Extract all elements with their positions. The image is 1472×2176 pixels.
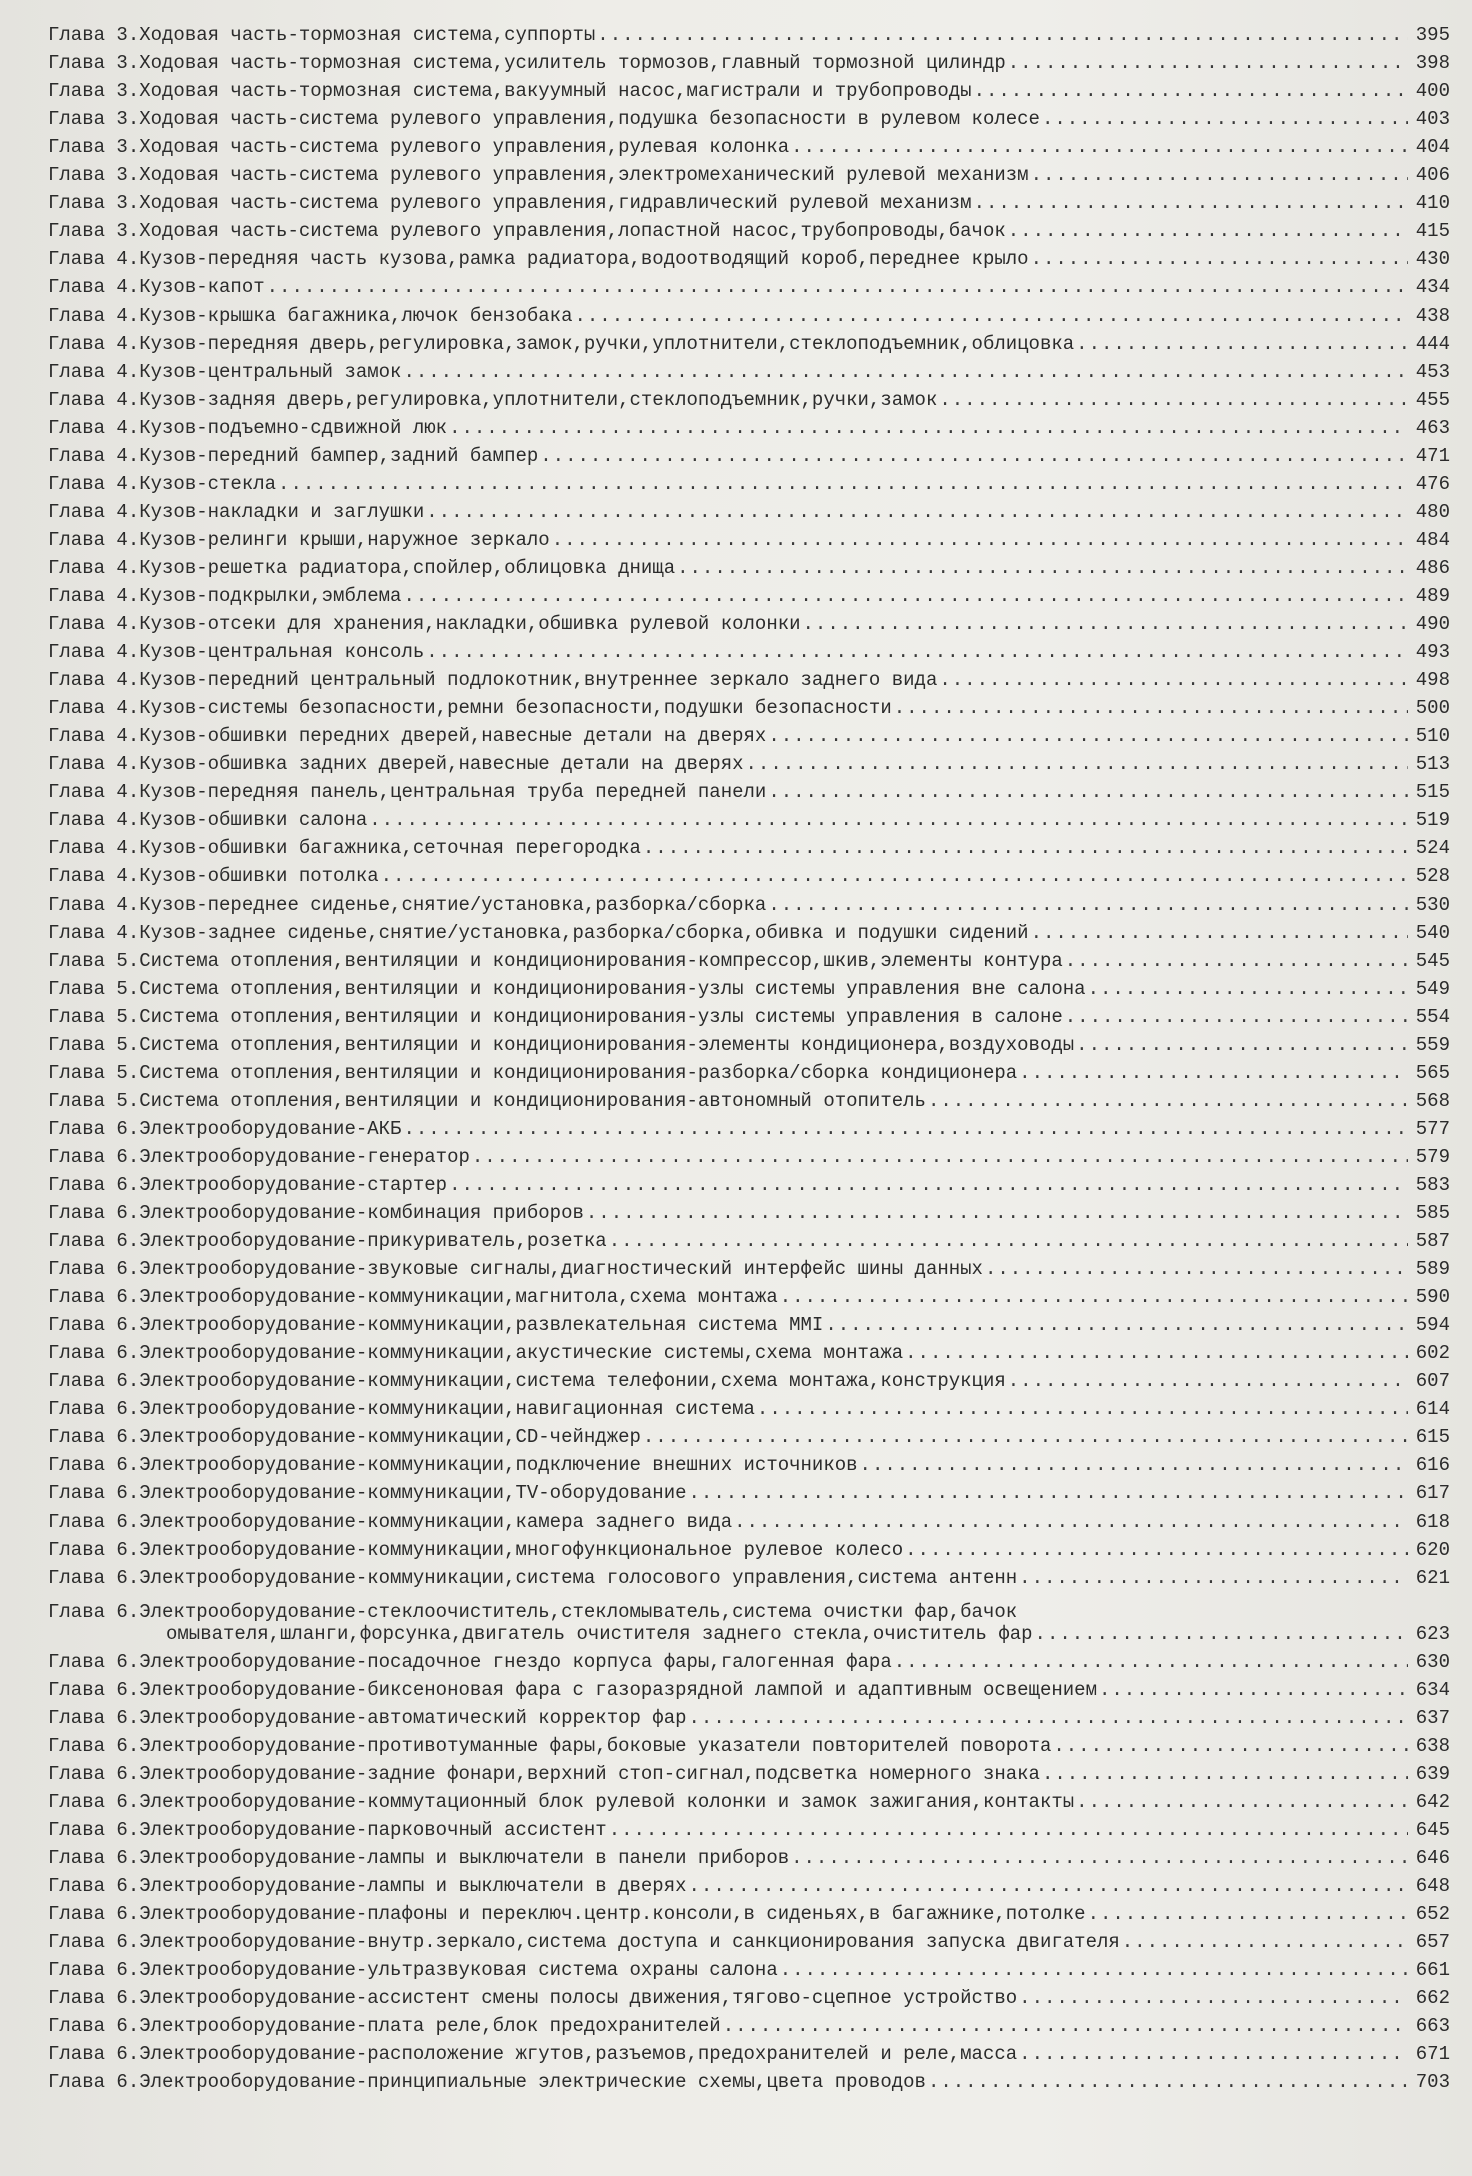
toc-entry-title: Глава 4.Кузов-обшивки салона bbox=[48, 809, 368, 832]
toc-page-number: 583 bbox=[1415, 1173, 1450, 1196]
dot-leader bbox=[538, 445, 1408, 467]
toc-entry-title: Глава 6.Электрооборудование-стартер bbox=[48, 1173, 448, 1196]
toc-entry-title: Глава 4.Кузов-передний центральный подлокотник,внутреннее зеркало заднего вида bbox=[48, 669, 938, 692]
dot-leader bbox=[367, 809, 1408, 831]
toc-page-number: 471 bbox=[1415, 444, 1450, 467]
toc-entry bbox=[48, 74, 1450, 102]
toc-page-number: 618 bbox=[1415, 1510, 1450, 1533]
toc-entry bbox=[48, 1196, 1450, 1224]
toc-entry-title: Глава 5.Система отопления,вентиляции и кондиционирования-элементы кондиционера,воздуховоды bbox=[48, 1033, 1075, 1056]
dot-leader bbox=[1051, 1735, 1408, 1757]
toc-entry bbox=[48, 831, 1450, 859]
toc-page-number: 410 bbox=[1415, 192, 1450, 215]
toc-entry-title: Глава 5.Система отопления,вентиляции и кондиционирования-узлы системы управления вне салона bbox=[48, 977, 1086, 1000]
toc-entry-title: Глава 6.Электрооборудование-задние фонари,верхний стоп-сигнал,подсветка номерного знака bbox=[48, 1762, 1040, 1785]
toc-entry-title: Глава 6.Электрооборудование-прикуриватель,розетка bbox=[48, 1230, 607, 1253]
toc-entry bbox=[48, 1645, 1450, 1673]
toc-entry-title bbox=[48, 1601, 1033, 1645]
dot-leader bbox=[926, 2071, 1408, 2093]
dot-leader bbox=[401, 1118, 1408, 1140]
toc-entry bbox=[48, 1112, 1450, 1140]
toc-page-number: 513 bbox=[1415, 753, 1450, 776]
toc-entry-title: Глава 4.Кузов-центральный замок bbox=[48, 360, 402, 383]
toc-page-number: 480 bbox=[1415, 500, 1450, 523]
dot-leader bbox=[1033, 1623, 1408, 1645]
toc-entry bbox=[48, 411, 1450, 439]
toc-entry-title: Глава 4.Кузов-обшивки передних дверей,навесные детали на дверях bbox=[48, 725, 767, 748]
toc-entry bbox=[48, 775, 1450, 803]
toc-entry bbox=[48, 916, 1450, 944]
toc-entry bbox=[48, 1392, 1450, 1420]
toc-page-number: 617 bbox=[1415, 1482, 1450, 1505]
toc-entry bbox=[48, 1757, 1450, 1785]
toc-entry bbox=[48, 1953, 1450, 1981]
toc-page-number: 489 bbox=[1415, 584, 1450, 607]
toc-entry-title: Глава 4.Кузов-обшивка задних дверей,навесные детали на дверях bbox=[48, 753, 744, 776]
toc-entry-title: Глава 6.Электрооборудование-коммуникации,акустические системы,схема монтажа bbox=[48, 1342, 904, 1365]
toc-entry bbox=[48, 1168, 1450, 1196]
toc-page-number: 463 bbox=[1415, 416, 1450, 439]
toc-entry bbox=[48, 1084, 1450, 1112]
table-of-contents bbox=[48, 18, 1450, 2093]
dot-leader bbox=[379, 865, 1408, 887]
toc-entry bbox=[48, 214, 1450, 242]
toc-entry-title: Глава 3.Ходовая часть-система рулевого управления,лопастной насос,трубопроводы,бачок bbox=[48, 220, 1006, 243]
toc-entry bbox=[48, 859, 1450, 887]
toc-entry bbox=[48, 1224, 1450, 1252]
toc-entry-title: Глава 4.Кузов-передняя панель,центральная труба передней панели bbox=[48, 781, 767, 804]
toc-entry bbox=[48, 1504, 1450, 1532]
toc-entry-title: Глава 6.Электрооборудование-коммуникации,система голосового управления,система антенн bbox=[48, 1566, 1018, 1589]
toc-page-number: 646 bbox=[1415, 1847, 1450, 1869]
toc-entry-title: Глава 4.Кузов-подкрылки,эмблема bbox=[48, 584, 402, 607]
toc-entry-title: Глава 4.Кузов-передняя часть кузова,рамка радиатора,водоотводящий короб,переднее крыло bbox=[48, 248, 1029, 271]
toc-page-number: 579 bbox=[1415, 1145, 1450, 1168]
dot-leader bbox=[1074, 1791, 1408, 1813]
toc-entry bbox=[48, 1336, 1450, 1364]
toc-entry bbox=[48, 439, 1450, 467]
toc-entry bbox=[48, 944, 1450, 972]
toc-entry-title: Глава 6.Электрооборудование-автоматический корректор фар bbox=[48, 1706, 687, 1729]
dot-leader bbox=[858, 1454, 1408, 1476]
dot-leader bbox=[1017, 2043, 1408, 2065]
dot-leader bbox=[607, 1819, 1408, 1841]
toc-page-number: 652 bbox=[1415, 1903, 1450, 1926]
toc-entry-title: Глава 4.Кузов-капот bbox=[48, 276, 265, 299]
toc-page-number: 590 bbox=[1415, 1286, 1450, 1309]
toc-page-number: 510 bbox=[1415, 725, 1450, 748]
toc-entry-title: Глава 6.Электрооборудование-ультразвуковая система охраны салона bbox=[48, 1959, 778, 1982]
dot-leader bbox=[937, 389, 1408, 411]
toc-entry bbox=[48, 102, 1450, 130]
toc-entry-title: Глава 3.Ходовая часть-система рулевого управления,гидравлический рулевой механизм bbox=[48, 192, 972, 215]
toc-page-number: 642 bbox=[1415, 1790, 1450, 1813]
dot-leader bbox=[1017, 1987, 1408, 2009]
dot-leader bbox=[983, 1258, 1408, 1280]
dot-leader bbox=[721, 2015, 1408, 2037]
toc-entry bbox=[48, 2037, 1450, 2065]
toc-entry bbox=[48, 719, 1450, 747]
dot-leader bbox=[1029, 164, 1408, 186]
dot-leader bbox=[1086, 978, 1408, 1000]
dot-leader bbox=[1006, 52, 1408, 74]
toc-entry bbox=[48, 1028, 1450, 1056]
dot-leader bbox=[789, 1847, 1408, 1869]
dot-leader bbox=[1120, 1931, 1408, 1953]
toc-entry-title: Глава 3.Ходовая часть-тормозная система,усилитель тормозов,главный тормозной цилиндр bbox=[48, 52, 1006, 75]
dot-leader bbox=[1063, 1006, 1408, 1028]
dot-leader bbox=[550, 529, 1408, 551]
toc-page-number: 498 bbox=[1415, 669, 1450, 692]
dot-leader bbox=[755, 1398, 1408, 1420]
dot-leader bbox=[1074, 1034, 1408, 1056]
toc-page-number: 415 bbox=[1415, 220, 1450, 243]
dot-leader bbox=[424, 501, 1408, 523]
toc-page-number: 663 bbox=[1415, 2015, 1450, 2038]
toc-entry-title: Глава 4.Кузов-центральная консоль bbox=[48, 641, 425, 664]
toc-entry bbox=[48, 1869, 1450, 1897]
toc-entry-title: Глава 4.Кузов-обшивки потолка bbox=[48, 865, 379, 888]
toc-entry bbox=[48, 579, 1450, 607]
dot-leader bbox=[424, 641, 1408, 663]
toc-entry bbox=[48, 242, 1450, 270]
dot-leader bbox=[766, 894, 1408, 916]
toc-entry bbox=[48, 1673, 1450, 1701]
toc-page-number: 549 bbox=[1415, 977, 1450, 1000]
dot-leader bbox=[1017, 1062, 1408, 1084]
toc-page-number: 438 bbox=[1415, 304, 1450, 327]
toc-entry bbox=[48, 18, 1450, 46]
toc-page-number: 528 bbox=[1415, 865, 1450, 888]
dot-leader bbox=[470, 1146, 1408, 1168]
toc-page-number: 630 bbox=[1415, 1650, 1450, 1673]
toc-entry bbox=[48, 663, 1450, 691]
toc-page-number: 554 bbox=[1415, 1005, 1450, 1028]
toc-entry bbox=[48, 1981, 1450, 2009]
dot-leader bbox=[447, 417, 1408, 439]
toc-entry bbox=[48, 270, 1450, 298]
toc-entry bbox=[48, 523, 1450, 551]
toc-entry-title: Глава 4.Кузов-системы безопасности,ремни безопасности,подушки безопасности bbox=[48, 697, 892, 720]
toc-entry bbox=[48, 467, 1450, 495]
toc-entry-title: Глава 4.Кузов-подъемно-сдвижной люк bbox=[48, 416, 448, 439]
dot-leader bbox=[789, 136, 1408, 158]
dot-leader bbox=[687, 1707, 1408, 1729]
toc-page-number: 602 bbox=[1415, 1342, 1450, 1365]
toc-entry bbox=[48, 747, 1450, 775]
toc-entry bbox=[48, 327, 1450, 355]
toc-entry bbox=[48, 1476, 1450, 1504]
dot-leader bbox=[892, 1651, 1408, 1673]
toc-page-number: 486 bbox=[1415, 556, 1450, 579]
dot-leader bbox=[744, 753, 1408, 775]
toc-entry bbox=[48, 1785, 1450, 1813]
toc-entry-title: Глава 5.Система отопления,вентиляции и кондиционирования-разборка/сборка кондиционера bbox=[48, 1061, 1018, 1084]
toc-page-number: 638 bbox=[1415, 1734, 1450, 1757]
toc-page-number: 671 bbox=[1415, 2043, 1450, 2066]
dot-leader bbox=[1017, 1567, 1408, 1589]
dot-leader bbox=[687, 1482, 1408, 1504]
dot-leader bbox=[607, 1230, 1408, 1252]
toc-entry-title: Глава 6.Электрооборудование-коммуникации,камера заднего вида bbox=[48, 1510, 733, 1533]
toc-page-number: 594 bbox=[1415, 1314, 1450, 1337]
toc-page-number: 530 bbox=[1415, 893, 1450, 916]
toc-entry-title: Глава 6.Электрооборудование-коммуникации,подключение внешних источников bbox=[48, 1454, 858, 1477]
toc-entry bbox=[48, 2009, 1450, 2037]
toc-page-number: 519 bbox=[1415, 809, 1450, 832]
toc-page-number: 607 bbox=[1415, 1370, 1450, 1393]
toc-page-number: 621 bbox=[1415, 1566, 1450, 1589]
toc-entry bbox=[48, 972, 1450, 1000]
toc-page-number: 703 bbox=[1415, 2071, 1450, 2094]
dot-leader bbox=[892, 697, 1408, 719]
toc-page-number: 577 bbox=[1415, 1117, 1450, 1140]
dot-leader bbox=[675, 557, 1408, 579]
toc-page-number: 568 bbox=[1415, 1089, 1450, 1112]
toc-entry bbox=[48, 1280, 1450, 1308]
toc-entry-title: Глава 6.Электрооборудование-коммутационный блок рулевой колонки и замок зажигания,контакты bbox=[48, 1790, 1075, 1813]
toc-entry bbox=[48, 1701, 1450, 1729]
dot-leader bbox=[595, 24, 1408, 46]
toc-page-number: 616 bbox=[1415, 1454, 1450, 1477]
toc-entry-title: Глава 4.Кузов-стекла bbox=[48, 472, 277, 495]
dot-leader bbox=[401, 585, 1408, 607]
toc-page-number: 645 bbox=[1415, 1818, 1450, 1841]
toc-entry-title: Глава 4.Кузов-релинги крыши,наружное зеркало bbox=[48, 528, 550, 551]
dot-leader bbox=[766, 725, 1408, 747]
toc-page-number: 661 bbox=[1415, 1959, 1450, 1982]
toc-page-number: 585 bbox=[1415, 1202, 1450, 1225]
dot-leader bbox=[1029, 922, 1408, 944]
toc-page-number: 500 bbox=[1415, 697, 1450, 720]
dot-leader bbox=[1063, 950, 1408, 972]
toc-page-number: 403 bbox=[1415, 108, 1450, 131]
toc-entry-title: Глава 6.Электрооборудование-коммуникации,система телефонии,схема монтажа,конструкция bbox=[48, 1370, 1006, 1393]
toc-entry-title: Глава 6.Электрооборудование-коммуникации,навигационная система bbox=[48, 1398, 755, 1421]
toc-page-number: 484 bbox=[1415, 528, 1450, 551]
toc-entry bbox=[48, 355, 1450, 383]
toc-entry-title: Глава 6.Электрооборудование-ассистент смены полосы движения,тягово-сцепное устройство bbox=[48, 1987, 1018, 2010]
toc-entry bbox=[48, 691, 1450, 719]
toc-entry bbox=[48, 1448, 1450, 1476]
dot-leader bbox=[1006, 220, 1408, 242]
toc-entry bbox=[48, 383, 1450, 411]
dot-leader bbox=[732, 1511, 1408, 1533]
toc-page-number: 545 bbox=[1415, 949, 1450, 972]
toc-entry bbox=[48, 1841, 1450, 1869]
toc-entry-title: Глава 3.Ходовая часть-тормозная система,суппорты bbox=[48, 24, 596, 47]
toc-entry-title: Глава 6.Электрооборудование-плафоны и переключ.центр.консоли,в сиденьях,в багажнике,потолке bbox=[48, 1903, 1086, 1926]
toc-entry bbox=[48, 887, 1450, 915]
toc-entry-title: Глава 3.Ходовая часть-тормозная система,вакуумный насос,магистрали и трубопроводы bbox=[48, 80, 972, 103]
toc-page-number: 662 bbox=[1415, 1987, 1450, 2010]
dot-leader bbox=[823, 1314, 1408, 1336]
toc-entry bbox=[48, 1729, 1450, 1757]
toc-entry-title: Глава 6.Электрооборудование-противотуманные фары,боковые указатели повторителей поворота bbox=[48, 1734, 1052, 1757]
toc-page-number: 455 bbox=[1415, 388, 1450, 411]
dot-leader bbox=[778, 1286, 1408, 1308]
toc-page-number: 400 bbox=[1415, 80, 1450, 103]
dot-leader bbox=[801, 613, 1408, 635]
dot-leader bbox=[766, 781, 1408, 803]
toc-page-number: 404 bbox=[1415, 136, 1450, 159]
toc-entry-title: Глава 6.Электрооборудование-внутр.зеркало,система доступа и санкционирования запуска двигателя bbox=[48, 1931, 1120, 1954]
toc-entry-title: Глава 6.Электрооборудование-коммуникации,CD-чейнджер bbox=[48, 1426, 641, 1449]
toc-entry bbox=[48, 186, 1450, 214]
toc-entry bbox=[48, 551, 1450, 579]
dot-leader bbox=[1040, 108, 1408, 130]
toc-page-number: 587 bbox=[1415, 1230, 1450, 1253]
toc-page-number: 434 bbox=[1415, 276, 1450, 299]
toc-entry bbox=[48, 1308, 1450, 1336]
toc-entry-title: Глава 4.Кузов-отсеки для хранения,накладки,обшивка рулевой колонки bbox=[48, 613, 801, 636]
toc-entry bbox=[48, 2065, 1450, 2093]
toc-page-number: 540 bbox=[1415, 921, 1450, 944]
dot-leader bbox=[584, 1202, 1408, 1224]
toc-entry bbox=[48, 607, 1450, 635]
toc-entry-title: Глава 3.Ходовая часть-система рулевого управления,электромеханический рулевой механизм bbox=[48, 164, 1029, 187]
dot-leader bbox=[447, 1174, 1408, 1196]
toc-entry bbox=[48, 803, 1450, 831]
toc-entry-title: Глава 6.Электрооборудование-коммуникации,магнитола,схема монтажа bbox=[48, 1286, 778, 1309]
dot-leader bbox=[778, 1959, 1408, 1981]
toc-entry-title: Глава 3.Ходовая часть-система рулевого управления,подушка безопасности в рулевом колесе bbox=[48, 108, 1040, 131]
toc-entry-title: Глава 6.Электрооборудование-генератор bbox=[48, 1145, 470, 1168]
toc-entry-title: Глава 5.Система отопления,вентиляции и кондиционирования-узлы системы управления в салоне bbox=[48, 1005, 1063, 1028]
toc-page-number: 623 bbox=[1415, 1622, 1450, 1645]
toc-entry-title: Глава 4.Кузов-передний бампер,задний бампер bbox=[48, 444, 539, 467]
toc-entry bbox=[48, 1533, 1450, 1561]
toc-entry-title: Глава 6.Электрооборудование-биксеноновая фара с газоразрядной лампой и адаптивным освещением bbox=[48, 1678, 1097, 1701]
toc-entry-title: Глава 6.Электрооборудование-парковочный ассистент bbox=[48, 1818, 607, 1841]
dot-leader bbox=[573, 305, 1409, 327]
toc-entry-title: Глава 4.Кузов-задняя дверь,регулировка,уплотнители,стеклоподъемник,ручки,замок bbox=[48, 388, 938, 411]
toc-page-number: 398 bbox=[1415, 52, 1450, 75]
toc-entry bbox=[48, 1000, 1450, 1028]
dot-leader bbox=[401, 361, 1408, 383]
toc-entry bbox=[48, 495, 1450, 523]
toc-entry bbox=[48, 1420, 1450, 1448]
toc-entry bbox=[48, 1925, 1450, 1953]
dot-leader bbox=[1097, 1679, 1408, 1701]
dot-leader bbox=[972, 80, 1408, 102]
dot-leader bbox=[1074, 333, 1408, 355]
dot-leader bbox=[937, 669, 1408, 691]
toc-entry-title: Глава 6.Электрооборудование-лампы и выключатели в дверях bbox=[48, 1875, 687, 1898]
toc-page-number: 430 bbox=[1415, 248, 1450, 271]
toc-entry bbox=[48, 298, 1450, 326]
toc-page-number: 490 bbox=[1415, 613, 1450, 636]
toc-entry-title: Глава 4.Кузов-переднее сиденье,снятие/установка,разборка/сборка bbox=[48, 893, 767, 916]
toc-page-number: 493 bbox=[1415, 641, 1450, 664]
dot-leader bbox=[903, 1342, 1408, 1364]
dot-leader bbox=[903, 1539, 1408, 1561]
toc-entry-title: Глава 6.Электрооборудование-комбинация приборов bbox=[48, 1202, 584, 1225]
toc-entry-title: Глава 4.Кузов-заднее сиденье,снятие/установка,разборка/сборка,обивка и подушки сидений bbox=[48, 921, 1029, 944]
toc-entry-title-continuation: омывателя,шланги,форсунка,двигатель очистителя заднего стекла,очиститель фар bbox=[166, 1622, 1033, 1645]
toc-page-number: 639 bbox=[1415, 1762, 1450, 1785]
toc-entry-title: Глава 6.Электрооборудование-АКБ bbox=[48, 1117, 402, 1140]
dot-leader bbox=[1006, 1370, 1408, 1392]
toc-entry-title-line: Глава 6.Электрооборудование-стеклоочиститель,стекломыватель,система очистки фар,бачок bbox=[48, 1600, 1018, 1623]
toc-entry bbox=[48, 1252, 1450, 1280]
dot-leader bbox=[265, 276, 1408, 298]
toc-entry-title: Глава 6.Электрооборудование-расположение жгутов,разъемов,предохранителей и реле,масса bbox=[48, 2043, 1018, 2066]
toc-page-number: 559 bbox=[1415, 1033, 1450, 1056]
dot-leader bbox=[1040, 1763, 1408, 1785]
toc-entry bbox=[48, 1813, 1450, 1841]
toc-entry-title: Глава 4.Кузов-передняя дверь,регулировка,замок,ручки,уплотнители,стеклоподъемник,облицовка bbox=[48, 332, 1075, 355]
toc-entry-title: Глава 4.Кузов-решетка радиатора,спойлер,облицовка днища bbox=[48, 556, 676, 579]
toc-page-number: 476 bbox=[1415, 472, 1450, 495]
toc-entry bbox=[48, 635, 1450, 663]
toc-page-number: 620 bbox=[1415, 1538, 1450, 1561]
toc-entry-title: Глава 4.Кузов-обшивки багажника,сеточная перегородка bbox=[48, 837, 641, 860]
toc-page-number: 524 bbox=[1415, 837, 1450, 860]
toc-entry-title: Глава 6.Электрооборудование-лампы и выключатели в панели приборов bbox=[48, 1847, 790, 1869]
toc-entry-title: Глава 5.Система отопления,вентиляции и кондиционирования-компрессор,шкив,элементы контура bbox=[48, 949, 1063, 972]
toc-entry-title: Глава 6.Электрооборудование-плата реле,блок предохранителей bbox=[48, 2015, 721, 2038]
toc-entry-title: Глава 6.Электрооборудование-коммуникации,развлекательная система MMI bbox=[48, 1314, 824, 1337]
toc-entry-title: Глава 4.Кузов-крышка багажника,лючок бензобака bbox=[48, 304, 573, 327]
toc-page-number: 589 bbox=[1415, 1258, 1450, 1281]
toc-entry-title: Глава 6.Электрооборудование-принципиальные электрические схемы,цвета проводов bbox=[48, 2071, 926, 2094]
toc-entry-title: Глава 4.Кузов-накладки и заглушки bbox=[48, 500, 425, 523]
toc-entry-title: Глава 5.Система отопления,вентиляции и кондиционирования-автономный отопитель bbox=[48, 1089, 926, 1112]
toc-page-number: 615 bbox=[1415, 1426, 1450, 1449]
toc-entry bbox=[48, 1140, 1450, 1168]
toc-entry bbox=[48, 1561, 1450, 1589]
toc-page-number: 657 bbox=[1415, 1931, 1450, 1954]
toc-entry-title: Глава 6.Электрооборудование-звуковые сигналы,диагностический интерфейс шины данных bbox=[48, 1258, 983, 1281]
dot-leader bbox=[972, 192, 1408, 214]
toc-entry-title: Глава 6.Электрооборудование-коммуникации,TV-оборудование bbox=[48, 1482, 687, 1505]
toc-page-number: 444 bbox=[1415, 332, 1450, 355]
toc-entry bbox=[48, 1056, 1450, 1084]
toc-page-number: 634 bbox=[1415, 1678, 1450, 1701]
dot-leader bbox=[687, 1875, 1408, 1897]
dot-leader bbox=[926, 1090, 1408, 1112]
toc-entry-title: Глава 6.Электрооборудование-коммуникации,многофункциональное рулевое колесо bbox=[48, 1538, 904, 1561]
toc-entry bbox=[48, 1364, 1450, 1392]
toc-page-number: 565 bbox=[1415, 1061, 1450, 1084]
toc-page-number: 515 bbox=[1415, 781, 1450, 804]
toc-entry bbox=[48, 46, 1450, 74]
toc-entry bbox=[48, 1897, 1450, 1925]
toc-entry-title: Глава 6.Электрооборудование-посадочное гнездо корпуса фары,галогенная фара bbox=[48, 1650, 892, 1673]
toc-entry-title: Глава 3.Ходовая часть-система рулевого управления,рулевая колонка bbox=[48, 136, 790, 159]
toc-entry bbox=[48, 158, 1450, 186]
toc-page-number: 395 bbox=[1415, 24, 1450, 47]
dot-leader bbox=[1086, 1903, 1408, 1925]
dot-leader bbox=[641, 837, 1408, 859]
toc-page-number: 637 bbox=[1415, 1706, 1450, 1729]
toc-page-number: 406 bbox=[1415, 164, 1450, 187]
toc-page-number: 453 bbox=[1415, 360, 1450, 383]
toc-entry bbox=[48, 130, 1450, 158]
dot-leader bbox=[641, 1426, 1408, 1448]
dot-leader bbox=[1029, 248, 1408, 270]
toc-page-number: 614 bbox=[1415, 1398, 1450, 1421]
toc-page-number: 648 bbox=[1415, 1875, 1450, 1898]
dot-leader bbox=[276, 473, 1408, 495]
toc-entry bbox=[48, 1589, 1450, 1645]
